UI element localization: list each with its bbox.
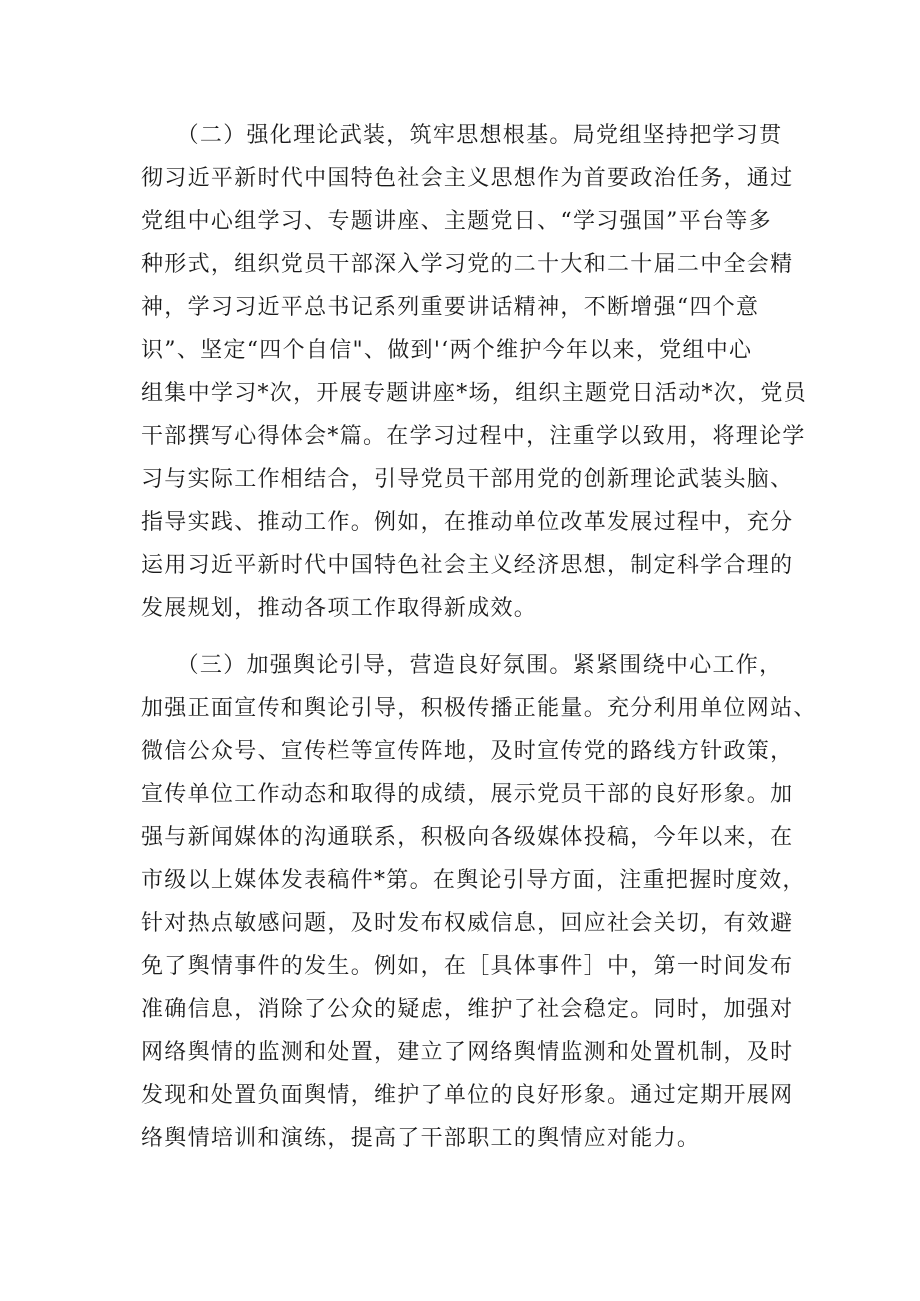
text-line: 网络舆情的监测和处置，建立了网络舆情监测和处置机制，及时 [141,1040,794,1065]
text-line: 强与新闻媒体的沟通联系，积极向各级媒体投稿，今年以来，在 [141,825,794,850]
paragraph-theory-study [141,114,808,630]
text-line: 市级以上媒体发表稿件*第。在舆论引导方面，注重把握时度效， [141,868,806,893]
text-line: 神，学习习近平总书记系列重要讲话精神，不断增强“四个意 [141,295,760,320]
text-line: 络舆情培训和演练，提高了干部职工的舆情应对能力。 [141,1126,701,1151]
text-line: 识”、坚定“四个自信"、做到'‘两个维护今年以来，党组中心 [141,338,753,363]
text-line: 微信公众号、宣传栏等宣传阵地，及时宣传党的路线方针政策， [141,739,794,764]
text-line: 免了舆情事件的发生。例如，在［具体事件］中，第一时间发布 [141,954,794,979]
text-line: 宣传单位工作动态和取得的成绩，展示党员干部的良好形象。加 [141,782,794,807]
text-line: 干部撰写心得体会*篇。在学习过程中，注重学以致用，将理论学 [141,424,806,449]
text-line: 加强正面宣传和舆论引导，积极传播正能量。充分利用单位网站、 [141,696,817,721]
text-line: 指导实践、推动工作。例如，在推动单位改革发展过程中，充分 [141,510,794,535]
text-line: 发展规划，推动各项工作取得新成效。 [141,596,538,621]
text-line: 党组中心组学习、专题讲座、主题党日、“学习强国”平台等多 [141,209,772,234]
text-line: 运用习近平新时代中国特色社会主义经济思想，制定科学合理的 [141,553,794,578]
text-line: 彻习近平新时代中国特色社会主义思想作为首要政治任务，通过 [141,166,794,191]
text-line: 习与实际工作相结合，引导党员干部用党的创新理论武装头脑、 [141,467,794,492]
text-line: 针对热点敏感问题，及时发布权威信息，回应社会关切，有效避 [141,911,794,936]
text-line: 组集中学习*次，开展专题讲座*场，组织主题党日活动*次，党员 [141,381,808,406]
text-line: 种形式，组织党员干部深入学习党的二十大和二十届二中全会精 [141,252,794,277]
text-line: （二）强化理论武装，筑牢思想根基。局党组坚持把学习贯 [141,123,783,148]
text-line: 发现和处置负面舆情，维护了单位的良好形象。通过定期开展网 [141,1083,794,1108]
text-line: （三）加强舆论引导，营造良好氛围。紧紧围绕中心工作， [141,653,783,678]
text-line: 准确信息，消除了公众的疑虑，维护了社会稳定。同时，加强对 [141,997,794,1022]
paragraph-public-opinion [141,644,817,1160]
